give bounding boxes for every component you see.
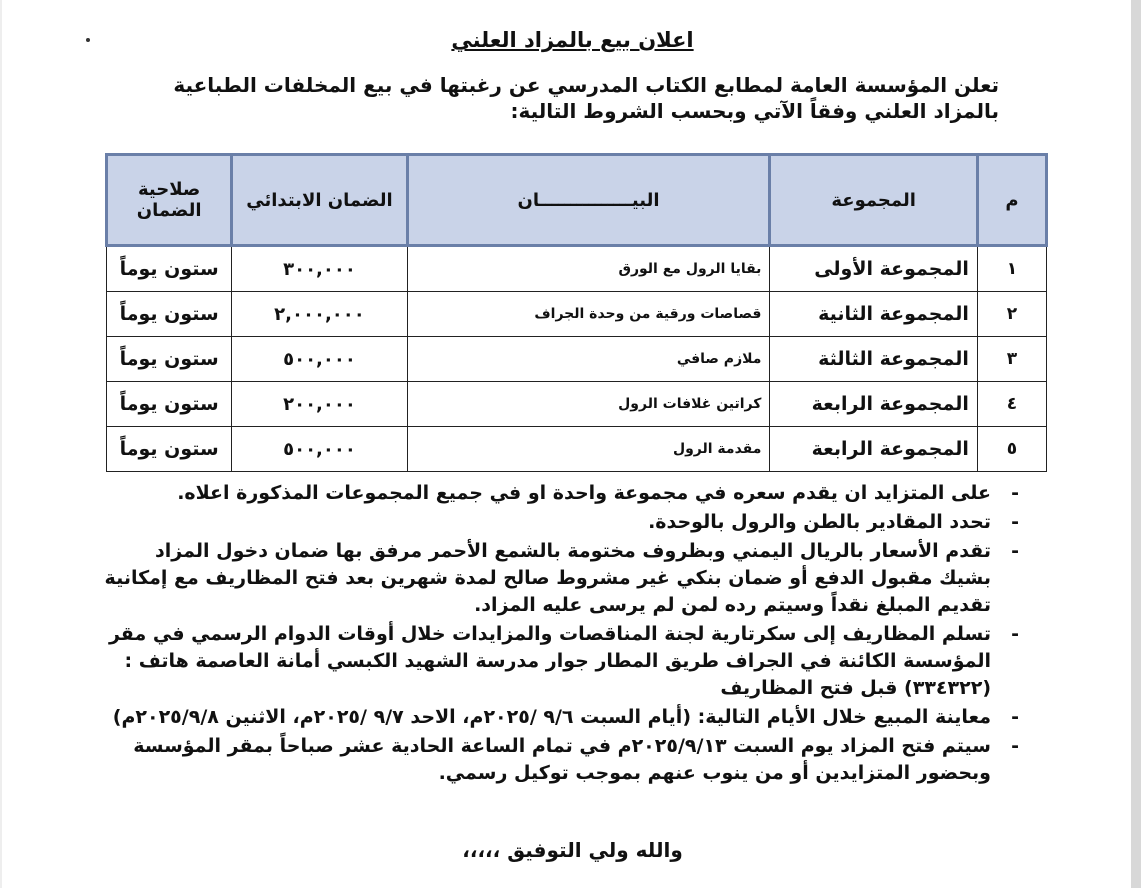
table-row [107,246,1047,292]
row-number: ٣ [977,337,1046,382]
row-number: ١ [977,246,1046,292]
row-number: ٥ [977,427,1046,472]
condition-item [99,621,1019,702]
conditions-list [99,480,1019,789]
row-description: مقدمة الرول [407,427,770,472]
groups-table [105,153,1048,472]
header-description: البيـــــــــــــــان [407,155,770,246]
header-initial-guarantee: الضمان الابتدائي [232,155,407,246]
header-guarantee-validity: صلاحية الضمان [107,155,232,246]
condition-text: على المتزايد ان يقدم سعره في مجموعة واحدة او في جميع المجموعات المذكورة اعلاه. [177,482,991,504]
row-amount: ٣٠٠,٠٠٠ [232,246,407,292]
row-validity: ستون يوماً [107,427,232,472]
table-row [107,382,1047,427]
row-number: ٢ [977,292,1046,337]
bullet-dash: - [1011,735,1019,757]
row-amount: ٥٠٠,٠٠٠ [232,337,407,382]
condition-text: تقدم الأسعار بالريال اليمني وبظروف مختومة بالشمع الأحمر مرفق بها ضمان دخول المزاد بشيك مقبول الدفع أو ضمان بنكي غير مشروط صالح لمدة شهرين بعد فتح المظاريف مع إمكانية تقديم المبلغ نقداً وسيتم رده لمن لم يرسى عليه المزاد. [104,540,991,616]
condition-text: تحدد المقادير بالطن والرول بالوحدة. [648,511,991,533]
bullet-dash: - [1011,482,1019,504]
bullet-dash: - [1011,540,1019,562]
announcement-title [2,28,1141,52]
condition-item [99,733,1019,787]
row-validity: ستون يوماً [107,382,232,427]
header-number: م [977,155,1046,246]
closing-line: والله ولي التوفيق ،،،،، [462,838,683,862]
row-group: المجموعة الأولى [770,246,977,292]
table-row [107,427,1047,472]
row-group: المجموعة الثالثة [770,337,977,382]
row-amount: ٢,٠٠٠,٠٠٠ [232,292,407,337]
condition-item [99,538,1019,619]
condition-text: تسلم المظاريف إلى سكرتارية لجنة المناقصات والمزايدات خلال أوقات الدوام الرسمي في مقر المؤسسة الكائنة في الجراف طريق المطار جوار مدرسة الشهيد الكبسي أمانة العاصمة هاتف : (٣٣٤٣٢٢) قبل فتح المظاريف [108,623,991,699]
row-description: ملازم صافي [407,337,770,382]
row-number: ٤ [977,382,1046,427]
row-description: كراتين غلافات الرول [407,382,770,427]
row-amount: ٥٠٠,٠٠٠ [232,427,407,472]
bullet-dash: - [1011,623,1019,645]
table-row [107,337,1047,382]
condition-text: سيتم فتح المزاد يوم السبت ٢٠٢٥/٩/١٣م في تمام الساعة الحادية عشر صباحاً بمقر المؤسسة وبحضور المتزايدين أو من ينوب عنهم بموجب توكيل رسمي. [133,735,991,784]
intro-paragraph: تعلن المؤسسة العامة لمطابع الكتاب المدرسي عن رغبتها في بيع المخلفات الطباعية بالمزاد العلني وفقاً الآتي وبحسب الشروط التالية: [173,73,999,123]
row-description: قصاصات ورقية من وحدة الجراف [407,292,770,337]
row-group: المجموعة الرابعة [770,427,977,472]
table-header-row [107,155,1047,246]
bullet-dash: - [1011,706,1019,728]
condition-item [99,509,1019,536]
condition-item [99,480,1019,507]
row-group: المجموعة الثانية [770,292,977,337]
condition-text: معاينة المبيع خلال الأيام التالية: (أيام السبت ٩/٦ /٢٠٢٥م، الاحد ٩/٧ /٢٠٢٥م، الاثنين ٢٠٢٥/٩/٨م) [112,706,991,728]
table-row [107,292,1047,337]
condition-item [99,704,1019,731]
row-validity: ستون يوماً [107,292,232,337]
row-validity: ستون يوماً [107,337,232,382]
row-description: بقايا الرول مع الورق [407,246,770,292]
row-group: المجموعة الرابعة [770,382,977,427]
header-group: المجموعة [770,155,977,246]
row-validity: ستون يوماً [107,246,232,292]
title-text: اعلان بيع بالمزاد العلني [451,28,694,52]
bullet-dash: - [1011,511,1019,533]
row-amount: ٢٠٠,٠٠٠ [232,382,407,427]
